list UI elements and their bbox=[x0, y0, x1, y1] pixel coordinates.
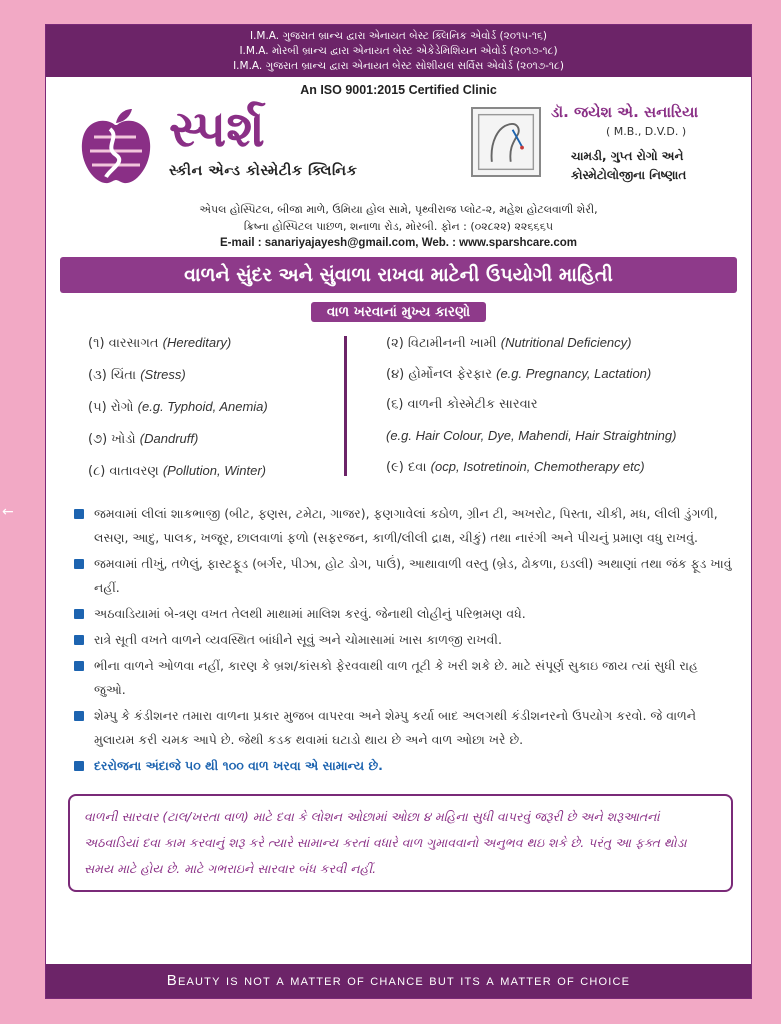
cause-item: (૨) વિટામીનની ખામી (Nutritional Deficiency) bbox=[386, 335, 632, 351]
bullet-icon bbox=[74, 635, 84, 645]
bullet-icon bbox=[74, 711, 84, 721]
specialty-line: કોસ્મેટોલોજીના નિષ્ણાત bbox=[571, 168, 687, 182]
cause-item: (૫) રોગો (e.g. Typhoid, Anemia) bbox=[88, 399, 268, 415]
tip-item: દરરોજના અંદાજે ૫૦ થી ૧૦૦ વાળ ખરવા એ સામાન્ય છે. bbox=[70, 754, 733, 778]
main-title: વાળને સુંદર અને સુંવાળા રાખવા માટેની ઉપયોગી માહિતી bbox=[60, 257, 737, 293]
clinic-address bbox=[46, 201, 751, 235]
bullet-icon bbox=[74, 761, 84, 771]
cause-item: (૯) દવા (ocp, Isotretinoin, Chemotherapy etc) bbox=[386, 459, 645, 475]
cause-item: (e.g. Hair Colour, Dye, Mahendi, Hair Straightning) bbox=[386, 428, 677, 443]
tip-item: રાત્રે સૂતી વખતે વાળને વ્યવસ્થિત બાંધીને સૂવું અને ચોમાસામાં ખાસ કાળજી રાખવી. bbox=[70, 628, 733, 652]
bullet-icon bbox=[74, 559, 84, 569]
tip-item: જમવામાં લીલાં શાકભાજી (બીટ, ફણસ, ટમેટા, ગાજર), ફણગાવેલાં કઠોળ, ગ્રીન ટી, અખરોટ, પિસ્તા, ચીકી, મધ, લીલી ડુંગળી, લસણ, આદુ, પાલક, ખજૂર, છાલવાળાં ફળો (સફરજન, કાળી/લીલી દ્રાક્ષ, ચીકું) તથા નારંગી અને પીચનું પ્રમાણ વધુ રાખવું. bbox=[70, 502, 733, 550]
cause-item: (૧) વારસાગત (Hereditary) bbox=[88, 335, 232, 351]
tip-item: જમવામાં તીખું, તળેલું, ફાસ્ટફૂડ (બર્ગર, પીઝા, હોટ ડોગ, પાઉં), આથાવાળી વસ્તુ (બ્રેડ, ઢોકળા, ઇડલી) અથાણાં તથા જંક ફૂડ ખાવું નહીં. bbox=[70, 552, 733, 600]
bullet-icon bbox=[74, 509, 84, 519]
footer-slogan: Beauty is not a matter of chance but its a matter of choice bbox=[46, 964, 751, 998]
address-line: એપલ હોસ્પિટલ, બીજા માળે, ઉમિયા હોલ સામે, પૃથ્વીરાજ પ્લોટ-૨, મહેશ હોટલવાળી શેરી, bbox=[199, 203, 598, 216]
treatment-note: વાળની સારવાર (ટાલ/ખરતા વાળ) માટે દવા કે લોશન ઓછામાં ઓછા ૪ મહિના સુધી વાપરવું જરૂરી છે અને શરૂઆતનાં અઠવાડિયાં દવા કામ કરવાનું શરૂ કરે ત્યારે સામાન્ય કરતાં વધારે વાળ ગુમાવવાનો અનુભવ થઇ શકે છે. પરંતુ આ ફક્ત થોડા સમય માટે હોય છે. માટે ગભરાઇને સારવાર બંધ કરવી નહીં. bbox=[68, 794, 733, 892]
bullet-icon bbox=[74, 609, 84, 619]
doctor-emblem-icon bbox=[471, 107, 541, 177]
tip-item: ભીના વાળને ઓળવા નહીં, કારણ કે બ્રશ/કાંસકો ફેરવવાથી વાળ તૂટી કે ખરી શકે છે. માટે સંપૂર્ણ સુકાઇ જાય ત્યાં સુધી રાહ જુઓ. bbox=[70, 654, 733, 702]
doctor-specialty bbox=[571, 147, 686, 185]
causes-title: વાળ ખરવાનાં મુખ્ય કારણો bbox=[311, 302, 486, 322]
specialty-line: ચામડી, ગુપ્ત રોગો અને bbox=[571, 149, 684, 163]
causes-section bbox=[46, 330, 751, 490]
poster bbox=[45, 24, 752, 999]
awards-band bbox=[46, 25, 751, 77]
left-arrow-icon: ← bbox=[2, 504, 14, 520]
causes-right-column bbox=[386, 330, 676, 485]
clinic-header bbox=[46, 97, 751, 197]
contact-info: E-mail : sanariyajayesh@gmail.com, Web. : www.sparshcare.com bbox=[220, 237, 577, 249]
iso-certification: An ISO 9001:2015 Certified Clinic bbox=[300, 83, 497, 97]
clinic-name: સ્પર્શ bbox=[169, 100, 265, 158]
cause-item: (૩) ચિંતા (Stress) bbox=[88, 367, 186, 383]
clinic-subtitle: સ્કીન એન્ડ કોસ્મેટીક ક્લિનિક bbox=[169, 163, 358, 179]
tip-item: અઠવાડિયામાં બે-ત્રણ વખત તેલથી માથામાં માલિશ કરવું. જેનાથી લોહીનું પરિભ્રમણ વધે. bbox=[70, 602, 733, 626]
cause-item: (૪) હોર્મોનલ ફેરફાર (e.g. Pregnancy, Lactation) bbox=[386, 366, 652, 382]
cause-item: (૮) વાતાવરણ (Pollution, Winter) bbox=[88, 463, 267, 479]
cause-item: (૭) ખોડો (Dandruff) bbox=[88, 431, 199, 447]
address-line: ક્રિષ્ના હોસ્પિટલ પાછળ, શનાળા રોડ, મોરબી. ફોન : (૦૨૮૨૨) ૨૨૬૬૬૫ bbox=[243, 220, 554, 233]
apple-logo-icon bbox=[76, 107, 154, 187]
doctor-degree: ( M.B., D.V.D. ) bbox=[606, 125, 687, 138]
bullet-icon bbox=[74, 661, 84, 671]
tip-item: શેમ્પુ કે કંડીશનર તમારા વાળના પ્રકાર મુજબ વાપરવા અને શેમ્પુ કર્યા બાદ અલગથી કંડીશનરનો ઉપયોગ કરવો. જે વાળને મુલાયમ કરી ચમક આપે છે. જેથી કડક થવામાં ઘટાડો થાય છે અને વાળ ઓછા ખરે છે. bbox=[70, 704, 733, 752]
doctor-name: ડૉ. જયેશ એ. સનારિયા bbox=[551, 103, 699, 121]
award-line: I.M.A. મોરબી બ્રાન્ચ દ્વારા એનાયત બેસ્ટ એકેડેમિશિયન એવોર્ડ (૨૦૧૭-૧૮) bbox=[239, 45, 558, 57]
causes-left-column bbox=[88, 330, 268, 490]
award-line: I.M.A. ગુજરાત બ્રાન્ચ દ્વારા એનાયત બેસ્ટ સોશીયલ સર્વિસ એવોર્ડ (૨૦૧૭-૧૮) bbox=[233, 60, 564, 72]
award-line: I.M.A. ગુજરાત બ્રાન્ચ દ્વારા એનાયત બેસ્ટ ક્લિનિક એવોર્ડ (૨૦૧૫-૧૬) bbox=[249, 30, 548, 42]
hair-care-tips bbox=[70, 502, 733, 778]
cause-item: (૬) વાળની કોસ્મેટીક સારવાર bbox=[386, 397, 538, 412]
column-divider bbox=[344, 336, 347, 476]
